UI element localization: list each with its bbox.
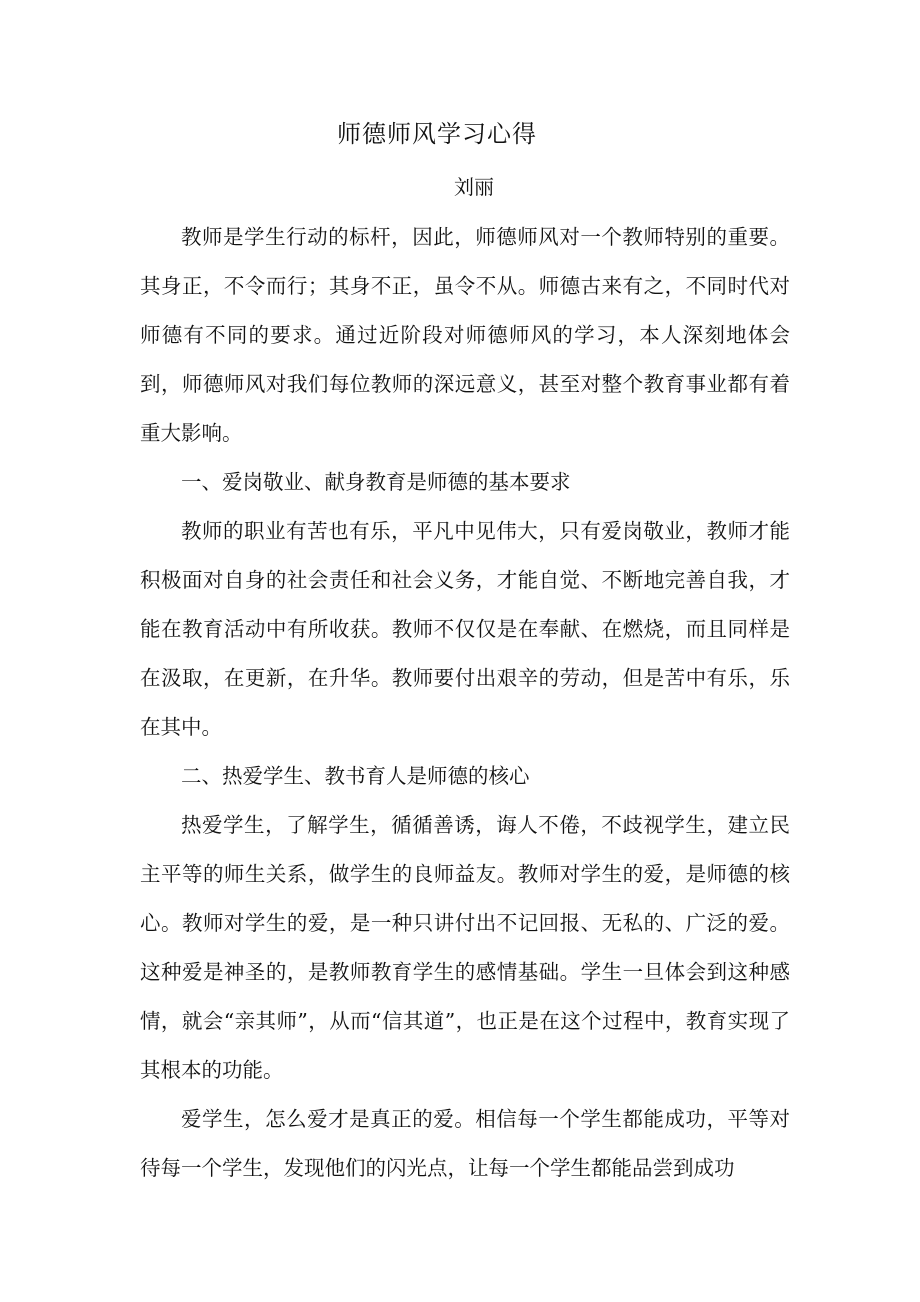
paragraph-section-2-continued: 爱学生，怎么爱才是真正的爱。相信每一个学生都能成功，平等对待每一个学生，发现他们的闪光点，让每一个学生都能品尝到成功 bbox=[140, 1107, 790, 1180]
document-author: 刘丽 bbox=[454, 175, 494, 199]
document-title: 师德师风学习心得 bbox=[337, 120, 537, 148]
paragraph-intro: 教师是学生行动的标杆，因此，师德师风对一个教师特别的重要。其身正，不令而行；其身不正，虽令不从。师德古来有之，不同时代对师德有不同的要求。通过近阶段对师德师风的学习，本人深刻地体会到，师德师风对我们每位教师的深远意义，甚至对整个教育事业都有着重大影响。 bbox=[140, 225, 790, 445]
document-body bbox=[140, 213, 790, 1193]
paragraph-section-2: 热爱学生，了解学生，循循善诱，诲人不倦，不歧视学生，建立民主平等的师生关系，做学生的良师益友。教师对学生的爱，是师德的核心。教师对学生的爱，是一种只讲付出不记回报、无私的、广泛的爱。这种爱是神圣的，是教师教育学生的感情基础。学生一旦体会到这种感情，就会“亲其师”，从而“信其道”，也正是在这个过程中，教育实现了其根本的功能。 bbox=[140, 813, 790, 1082]
paragraph-section-1: 教师的职业有苦也有乐，平凡中见伟大，只有爱岗敬业，教师才能积极面对自身的社会责任和社会义务，才能自觉、不断地完善自我，才能在教育活动中有所收获。教师不仅仅是在奉献、在燃烧，而且同样是在汲取，在更新，在升华。教师要付出艰辛的劳动，但是苦中有乐，乐在其中。 bbox=[140, 519, 790, 739]
section-heading-1: 一、爱岗敬业、献身教育是师德的基本要求 bbox=[181, 470, 571, 494]
section-heading-2: 二、热爱学生、教书育人是师德的核心 bbox=[181, 764, 530, 788]
